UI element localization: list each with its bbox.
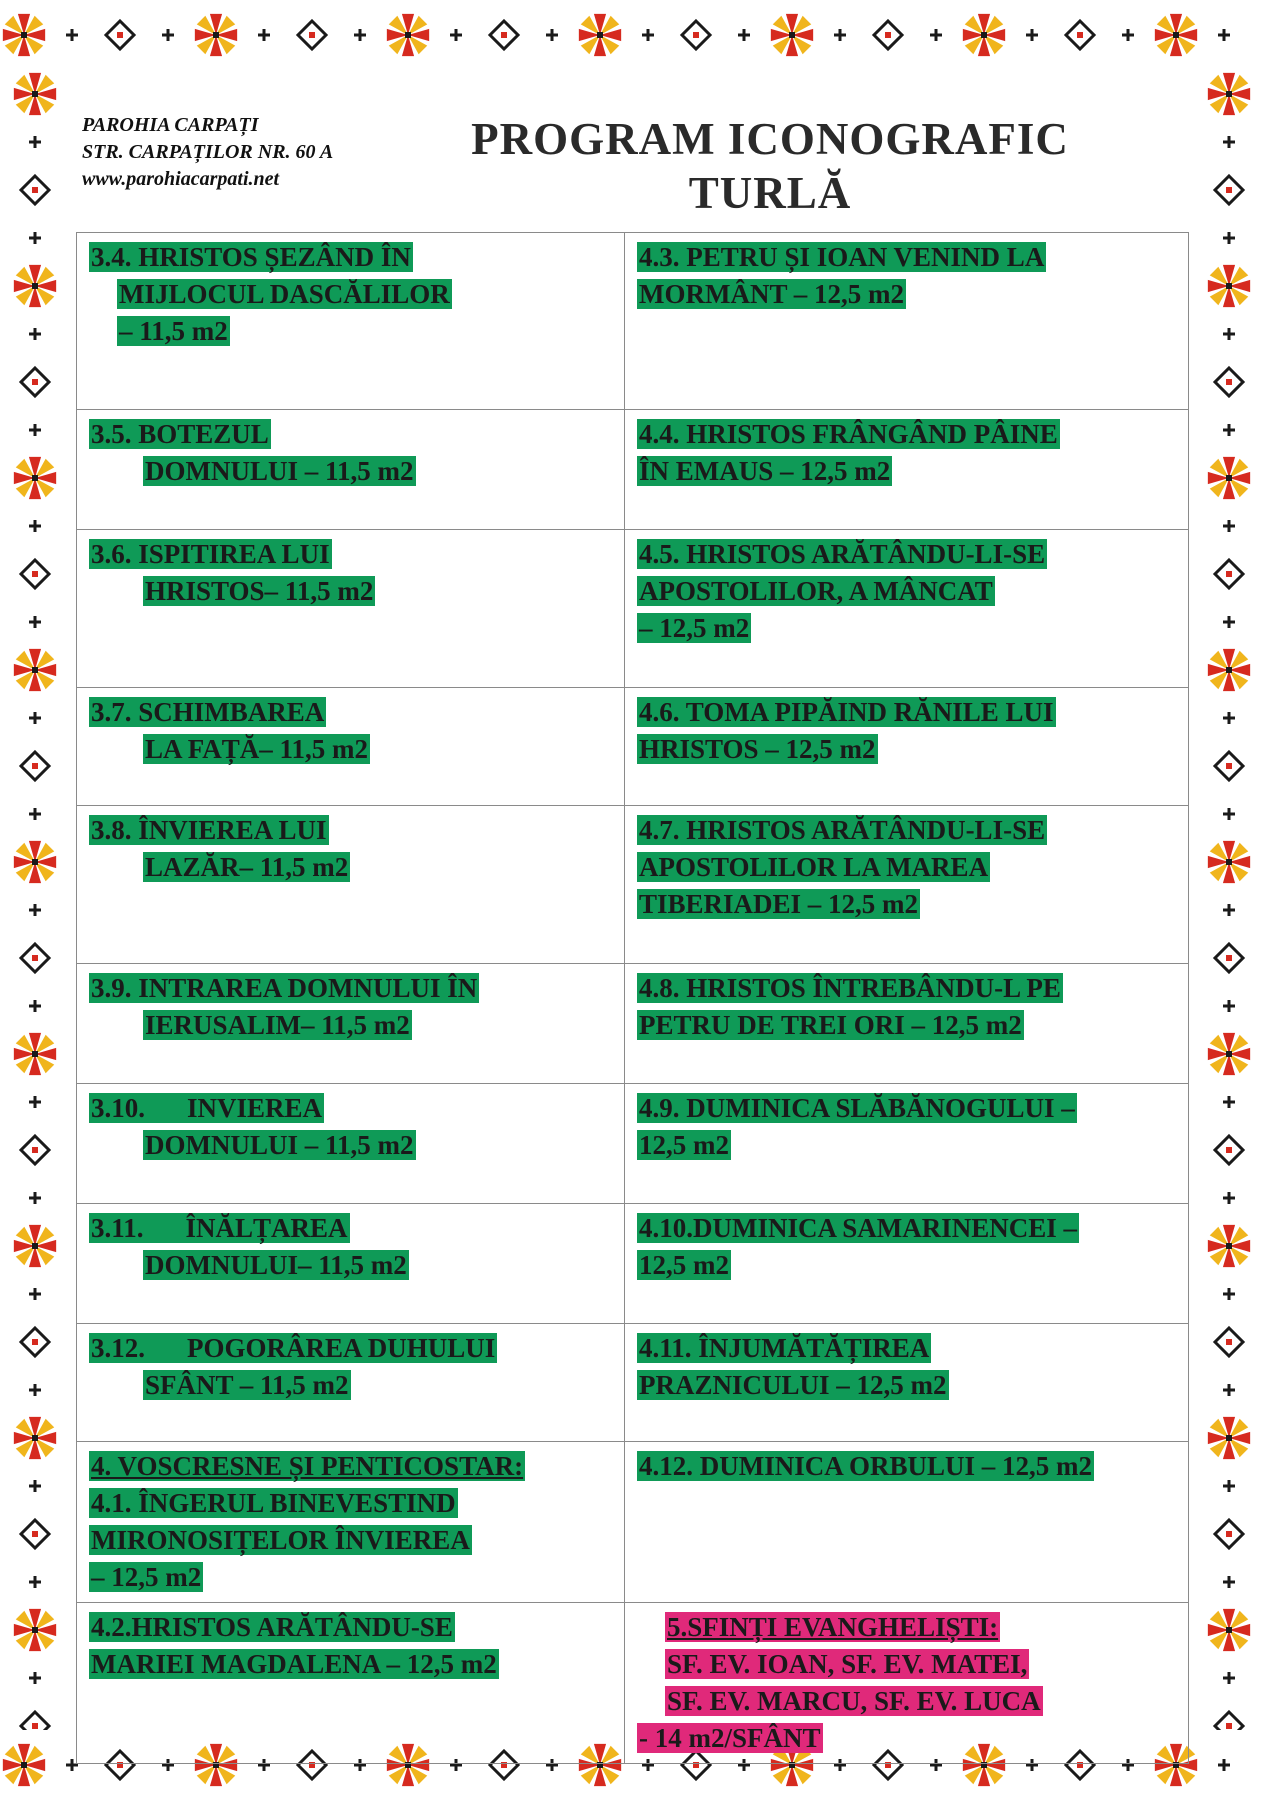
folk-cross: [1228, 1288, 1231, 1300]
folk-diamond-center: [32, 763, 38, 769]
folk-cross: [1228, 232, 1231, 244]
folk-cross: [34, 424, 37, 436]
folk-star-center: [32, 1627, 38, 1633]
folk-diamond-center: [32, 379, 38, 385]
table-row: [77, 530, 1189, 688]
parish-info: [82, 112, 333, 193]
program-cell: [77, 1084, 625, 1204]
folk-star-center: [21, 32, 27, 38]
folk-star-center: [405, 32, 411, 38]
decorative-border-left: [0, 70, 70, 1730]
program-text: SF. EV. IOAN, SF. EV. MATEI,: [667, 1649, 1028, 1679]
folk-cross: [1228, 1096, 1231, 1108]
folk-star-center: [1226, 475, 1232, 481]
program-text: 3.8. ÎNVIEREA LUI: [91, 815, 327, 845]
folk-star-center: [597, 32, 603, 38]
folk-cross: [34, 1000, 37, 1012]
folk-cross: [1031, 29, 1034, 41]
program-text: HRISTOS – 12,5 m2: [639, 734, 876, 764]
program-text: – 12,5 m2: [639, 613, 750, 643]
folk-cross: [71, 1759, 74, 1771]
folk-cross: [34, 1672, 37, 1684]
iconographic-program-table: [76, 232, 1189, 1764]
decorative-border-top: [0, 0, 1264, 70]
table-row: [77, 410, 1189, 530]
folk-cross: [1228, 1384, 1231, 1396]
program-text: 4.1. ÎNGERUL BINEVESTIND: [91, 1488, 456, 1518]
folk-star-center: [981, 32, 987, 38]
folk-cross: [647, 29, 650, 41]
folk-star-center: [1226, 1243, 1232, 1249]
folk-star-center: [1226, 859, 1232, 865]
program-text: 4.6. TOMA PIPĂIND RĂNILE LUI: [639, 697, 1054, 727]
folk-star-center: [1226, 1435, 1232, 1441]
folk-cross: [1228, 424, 1231, 436]
program-text: 12,5 m2: [639, 1130, 729, 1160]
program-text: 3.10.: [91, 1093, 145, 1123]
program-cell: [77, 410, 625, 530]
decorative-border-right: [1194, 70, 1264, 1730]
program-cell: [625, 806, 1189, 964]
program-text: 3.12.: [91, 1333, 145, 1363]
program-text: LAZĂR– 11,5 m2: [145, 852, 349, 882]
program-text: 4.7. HRISTOS ARĂTÂNDU-LI-SE: [639, 815, 1046, 845]
folk-diamond-center: [1226, 571, 1232, 577]
folk-diamond-center: [1226, 955, 1232, 961]
folk-diamond-center: [117, 32, 123, 38]
program-text: HRISTOS– 11,5 m2: [145, 576, 374, 606]
folk-cross: [551, 29, 554, 41]
folk-cross: [1127, 29, 1130, 41]
folk-star-center: [213, 32, 219, 38]
document-title: [470, 112, 1070, 220]
folk-diamond-center: [1226, 1531, 1232, 1537]
folk-cross: [34, 1576, 37, 1588]
program-text: 4.9. DUMINICA SLĂBĂNOGULUI –: [639, 1093, 1075, 1123]
folk-cross: [1228, 136, 1231, 148]
program-cell: [77, 1603, 625, 1764]
folk-star-center: [21, 1762, 27, 1768]
folk-diamond-center: [1226, 379, 1232, 385]
border-left-pattern: [0, 70, 70, 1730]
folk-diamond-center: [1226, 187, 1232, 193]
folk-star-center: [32, 283, 38, 289]
folk-cross: [1228, 904, 1231, 916]
folk-diamond-center: [32, 571, 38, 577]
folk-cross: [34, 1480, 37, 1492]
program-text: – 11,5 m2: [119, 316, 228, 346]
folk-cross: [1223, 1759, 1226, 1771]
program-text: MORMÂNT – 12,5 m2: [639, 279, 904, 309]
folk-star-center: [1226, 667, 1232, 673]
folk-star-center: [1173, 32, 1179, 38]
folk-diamond-center: [32, 1147, 38, 1153]
program-text: 4.11. ÎNJUMĂTĂȚIREA: [639, 1333, 930, 1363]
program-section-heading: 5.SFINȚI EVANGHELIȘTI:: [667, 1612, 999, 1642]
folk-cross: [34, 808, 37, 820]
table-row: [77, 1442, 1189, 1603]
table-row: [77, 1603, 1189, 1764]
table-row: [77, 1204, 1189, 1324]
program-cell: [625, 1603, 1189, 1764]
program-text: 4.12. DUMINICA ORBULUI – 12,5 m2: [639, 1451, 1093, 1481]
program-cell: [625, 233, 1189, 410]
program-text: SF. EV. MARCU, SF. EV. LUCA: [667, 1686, 1041, 1716]
folk-cross: [1223, 29, 1226, 41]
table-row: [77, 1324, 1189, 1442]
folk-star-center: [32, 1435, 38, 1441]
folk-diamond-center: [32, 1339, 38, 1345]
program-section-heading: 4. VOSCRESNE ȘI PENTICOSTAR:: [91, 1451, 524, 1481]
folk-cross: [263, 29, 266, 41]
program-cell: [77, 688, 625, 806]
folk-diamond-center: [32, 187, 38, 193]
folk-diamond-center: [1226, 1723, 1232, 1729]
program-text: MIRONOSIȚELOR ÎNVIEREA: [91, 1525, 470, 1555]
folk-cross: [1228, 1192, 1231, 1204]
program-text: 4.5. HRISTOS ARĂTÂNDU-LI-SE: [639, 539, 1046, 569]
table-row: [77, 806, 1189, 964]
folk-cross: [71, 29, 74, 41]
program-text: 3.4. HRISTOS ȘEZÂND ÎN: [91, 242, 411, 272]
folk-cross: [1228, 1576, 1231, 1588]
program-text: 4.10.DUMINICA SAMARINENCEI –: [639, 1213, 1078, 1243]
folk-cross: [167, 29, 170, 41]
program-cell: [625, 410, 1189, 530]
program-text: TIBERIADEI – 12,5 m2: [639, 889, 919, 919]
folk-cross: [34, 1384, 37, 1396]
folk-star-center: [32, 667, 38, 673]
folk-cross: [34, 1096, 37, 1108]
program-text: - 14 m2/SFÂNT: [639, 1723, 821, 1753]
folk-cross: [743, 29, 746, 41]
program-text: DOMNULUI – 11,5 m2: [145, 456, 414, 486]
folk-diamond-center: [885, 32, 891, 38]
program-text: APOSTOLILOR LA MAREA: [639, 852, 989, 882]
program-text: 3.6. ISPITIREA LUI: [91, 539, 330, 569]
program-cell: [625, 964, 1189, 1084]
folk-cross: [1228, 616, 1231, 628]
folk-star-center: [1226, 1051, 1232, 1057]
folk-star-center: [1226, 91, 1232, 97]
program-cell: [625, 1442, 1189, 1603]
program-text: MARIEI MAGDALENA – 12,5 m2: [91, 1649, 497, 1679]
folk-cross: [34, 616, 37, 628]
folk-cross: [839, 29, 842, 41]
folk-cross: [34, 712, 37, 724]
folk-cross: [935, 29, 938, 41]
program-text: IERUSALIM– 11,5 m2: [145, 1010, 410, 1040]
folk-cross: [455, 29, 458, 41]
program-text: POGORÂREA DUHULUI: [187, 1333, 496, 1363]
table-row: [77, 688, 1189, 806]
program-text: 3.5. BOTEZUL: [91, 419, 269, 449]
folk-star-center: [1226, 1627, 1232, 1633]
folk-cross: [34, 904, 37, 916]
program-text: 3.11.: [91, 1213, 144, 1243]
table-row: [77, 233, 1189, 410]
folk-diamond-center: [1226, 763, 1232, 769]
folk-cross: [34, 1288, 37, 1300]
program-text: 4.8. HRISTOS ÎNTREBÂNDU-L PE: [639, 973, 1061, 1003]
program-cell: [625, 1204, 1189, 1324]
folk-star-center: [32, 1051, 38, 1057]
folk-cross: [1228, 520, 1231, 532]
folk-cross: [34, 328, 37, 340]
program-text: ÎN EMAUS – 12,5 m2: [639, 456, 891, 486]
program-text: SFÂNT – 11,5 m2: [145, 1370, 349, 1400]
program-text: ÎNĂLȚAREA: [185, 1213, 348, 1243]
program-text: INVIEREA: [187, 1093, 323, 1123]
border-top-pattern: [0, 0, 1264, 70]
folk-star-center: [32, 91, 38, 97]
program-cell: [625, 1324, 1189, 1442]
program-text: MIJLOCUL DASCĂLILOR: [119, 279, 450, 309]
program-cell: [77, 233, 625, 410]
folk-star-center: [32, 1243, 38, 1249]
program-cell: [625, 1084, 1189, 1204]
program-text: LA FAȚĂ– 11,5 m2: [145, 734, 369, 764]
parish-name: PAROHIA CARPAȚI: [82, 114, 259, 136]
folk-star-center: [789, 32, 795, 38]
program-cell: [77, 806, 625, 964]
program-cell: [77, 1442, 625, 1603]
folk-cross: [34, 520, 37, 532]
parish-address: STR. CARPAȚILOR NR. 60 A: [82, 141, 334, 163]
program-text: DOMNULUI – 11,5 m2: [145, 1130, 414, 1160]
table-row: [77, 1084, 1189, 1204]
program-text: 4.2.HRISTOS ARĂTÂNDU-SE: [91, 1612, 453, 1642]
title-line-1: PROGRAM ICONOGRAFIC: [471, 114, 1069, 164]
folk-cross: [359, 29, 362, 41]
folk-cross: [34, 232, 37, 244]
folk-cross: [1228, 328, 1231, 340]
folk-diamond-center: [32, 1723, 38, 1729]
program-text: 4.4. HRISTOS FRÂNGÂND PÂINE: [639, 419, 1058, 449]
folk-star-center: [32, 475, 38, 481]
folk-diamond-center: [1226, 1339, 1232, 1345]
program-text: APOSTOLILOR, A MÂNCAT: [639, 576, 993, 606]
parish-website[interactable]: www.parohiacarpati.net: [82, 168, 280, 190]
title-line-2: TURLĂ: [688, 168, 852, 218]
folk-cross: [1228, 1672, 1231, 1684]
folk-diamond-center: [32, 955, 38, 961]
program-cell: [625, 688, 1189, 806]
folk-cross: [1228, 1480, 1231, 1492]
program-cell: [77, 530, 625, 688]
folk-diamond-center: [1226, 1147, 1232, 1153]
program-text: PRAZNICULUI – 12,5 m2: [639, 1370, 947, 1400]
folk-diamond-center: [1077, 32, 1083, 38]
folk-cross: [34, 1192, 37, 1204]
folk-diamond-center: [693, 32, 699, 38]
program-text: 12,5 m2: [639, 1250, 729, 1280]
folk-diamond-center: [32, 1531, 38, 1537]
table-row: [77, 964, 1189, 1084]
program-text: PETRU DE TREI ORI – 12,5 m2: [639, 1010, 1022, 1040]
folk-cross: [34, 136, 37, 148]
program-cell: [77, 1324, 625, 1442]
folk-star-center: [1226, 283, 1232, 289]
folk-cross: [1228, 808, 1231, 820]
folk-cross: [1228, 712, 1231, 724]
program-cell: [625, 530, 1189, 688]
folk-star-center: [32, 859, 38, 865]
program-cell: [77, 1204, 625, 1324]
folk-diamond-center: [309, 32, 315, 38]
program-text: DOMNULUI– 11,5 m2: [145, 1250, 407, 1280]
folk-cross: [1228, 1000, 1231, 1012]
program-text: 4.3. PETRU ȘI IOAN VENIND LA: [639, 242, 1045, 272]
folk-diamond-center: [501, 32, 507, 38]
program-text: 3.9. INTRAREA DOMNULUI ÎN: [91, 973, 478, 1003]
program-cell: [77, 964, 625, 1084]
border-right-pattern: [1194, 70, 1264, 1730]
program-text: 3.7. SCHIMBAREA: [91, 697, 325, 727]
program-text: – 12,5 m2: [91, 1562, 202, 1592]
